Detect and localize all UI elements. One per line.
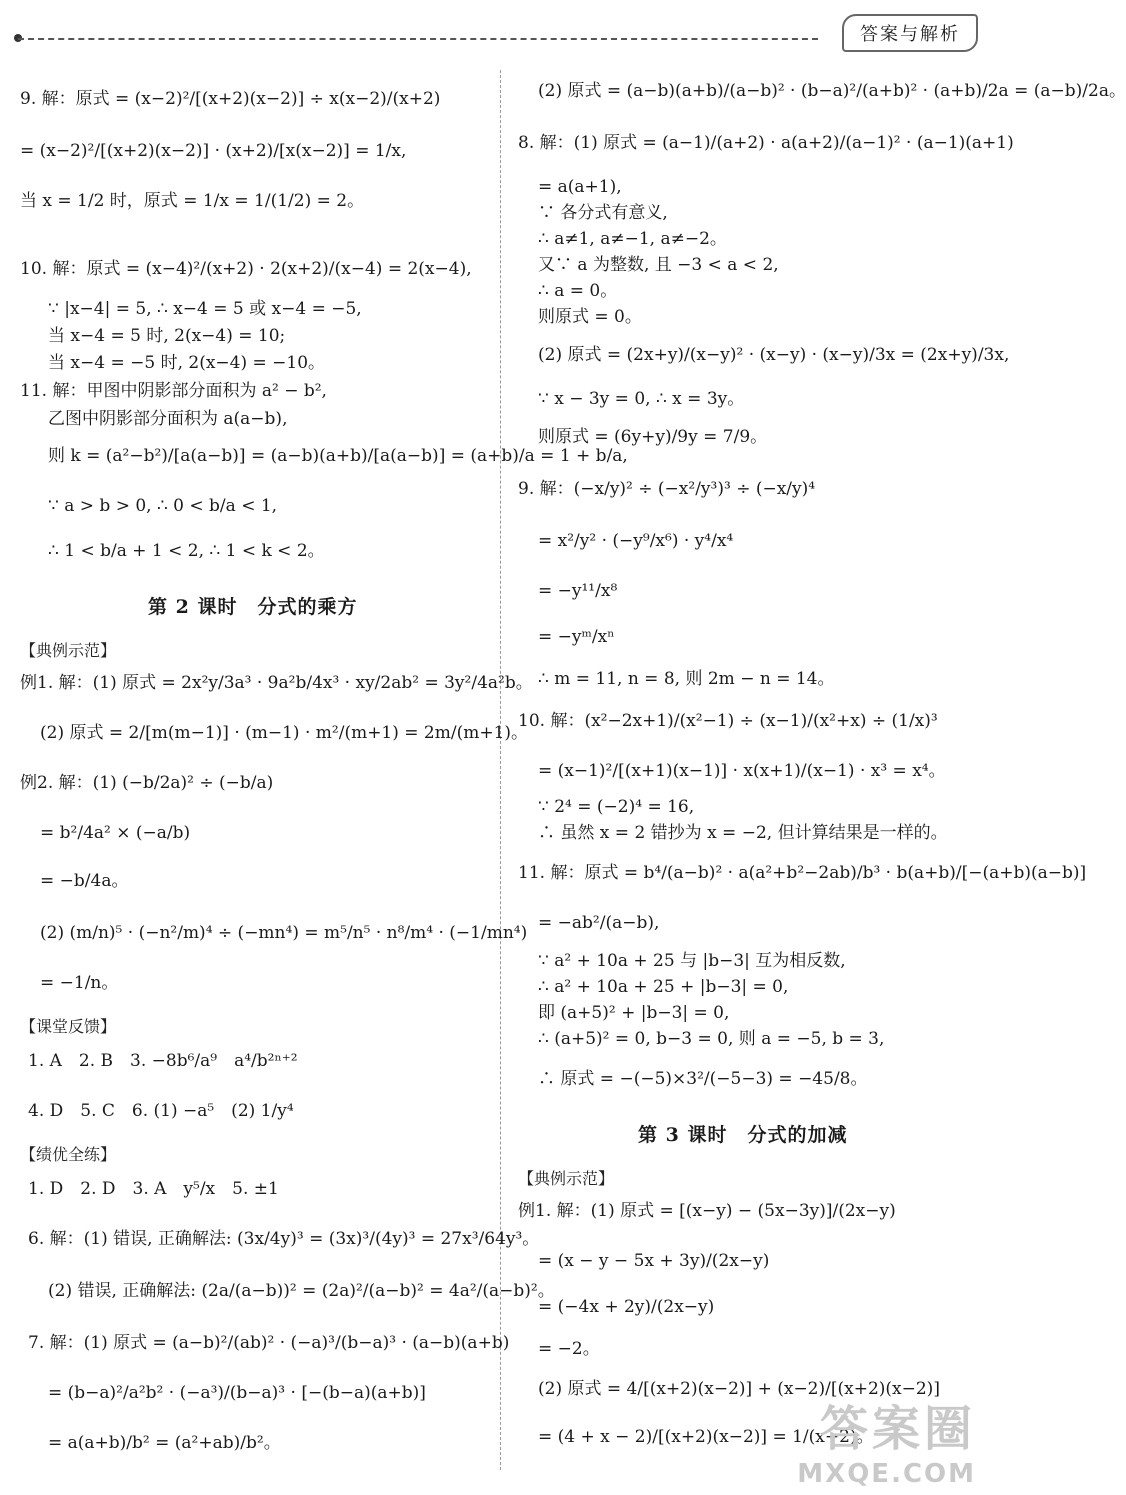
practice-q7-line-3: = a(a+b)/b² = (a²+ab)/b²。 (48, 1433, 281, 1453)
q8-line-7: 则原式 = 0。 (538, 307, 642, 327)
practice-q6-line-2: (2) 错误, 正确解法: (2a/(a−b))² = (2a)²/(a−b)² = 4a²/(a−b)²。 (48, 1281, 555, 1301)
q11-right-line-4: ∴ a² + 10a + 25 + |b−3| = 0, (538, 977, 789, 997)
section-title-lesson-2: 第 2 课时 分式的乘方 (148, 596, 358, 618)
tag-feedback: 【课堂反馈】 (20, 1017, 117, 1036)
q11-line-5: ∴ 1 < b/a + 1 < 2, ∴ 1 < k < 2。 (48, 541, 325, 561)
q10-line-1: 10. 解：原式 = (x−4)²/(x+2) · 2(x+2)/(x−4) = 2(x−4), (20, 259, 472, 279)
q10-right-line-2: = (x−1)²/[(x+1)(x−1)] · x(x+1)/(x−1) · x³ = x⁴。 (538, 761, 946, 781)
q10-line-2: ∵ |x−4| = 5, ∴ x−4 = 5 或 x−4 = −5, (48, 299, 362, 319)
ex1-right-line-1: 例1. 解：(1) 原式 = [(x−y) − (5x−3y)]/(2x−y) (518, 1201, 896, 1221)
q11-right-line-5: 即 (a+5)² + |b−3| = 0, (538, 1003, 730, 1023)
q8-line-3: ∵ 各分式有意义, (538, 203, 668, 223)
ex2-line-3: = −b/4a。 (40, 871, 129, 891)
q11-right-line-3: ∵ a² + 10a + 25 与 |b−3| 互为相反数, (538, 951, 846, 971)
q9-right-line-1: 9. 解：(−x/y)² ÷ (−x²/y³)³ ÷ (−x/y)⁴ (518, 479, 816, 499)
ex2-line-5: = −1/n。 (40, 973, 119, 993)
q7-part2-line: (2) 原式 = (a−b)(a+b)/(a−b)² · (b−a)²/(a+b)² · (a+b)/2a = (a−b)/2a。 (538, 81, 1126, 101)
q10-right-line-4: ∴ 虽然 x = 2 错抄为 x = −2, 但计算结果是一样的。 (538, 823, 948, 843)
watermark-logo (797, 1390, 976, 1489)
practice-q6-line-1: 6. 解：(1) 错误, 正确解法: (3x/4y)³ = (3x)³/(4y)³ = 27x³/64y³。 (28, 1229, 540, 1249)
tag-examples: 【典例示范】 (20, 641, 117, 660)
practice-line-1: 1. D 2. D 3. A y⁵/x 5. ±1 (28, 1179, 279, 1199)
ex1-right-line-2: = (x − y − 5x + 3y)/(2x−y) (538, 1251, 770, 1271)
ex1-right-line-6: = (4 + x − 2)/[(x+2)(x−2)] = 1/(x−2)。 (538, 1427, 874, 1447)
q9-right-line-4: = −yᵐ/xⁿ (538, 627, 615, 647)
q9-right-line-2: = x²/y² · (−y⁹/x⁶) · y⁴/x⁴ (538, 531, 734, 551)
watermark-small: MXQE.COM (797, 1459, 976, 1489)
q9-right-line-3: = −y¹¹/x⁸ (538, 581, 618, 601)
ex1-right-line-5: (2) 原式 = 4/[(x+2)(x−2)] + (x−2)/[(x+2)(x−2)] (538, 1379, 940, 1399)
q9-line-1: 9. 解：原式 = (x−2)²/[(x+2)(x−2)] ÷ x(x−2)/(x+2) (20, 89, 441, 109)
q10-line-3: 当 x−4 = 5 时, 2(x−4) = 10; (48, 326, 286, 346)
q8-line-10: 则原式 = (6y+y)/9y = 7/9。 (538, 427, 768, 447)
q11-line-2: 乙图中阴影部分面积为 a(a−b), (48, 409, 288, 429)
ex2-line-2: = b²/4a² × (−a/b) (40, 823, 191, 843)
ex1-right-line-3: = (−4x + 2y)/(2x−y) (538, 1297, 715, 1317)
q9-line-2: = (x−2)²/[(x+2)(x−2)] · (x+2)/[x(x−2)] = 1/x, (20, 141, 407, 161)
q8-line-1: 8. 解：(1) 原式 = (a−1)/(a+2) · a(a+2)/(a−1)² · (a−1)(a+1) (518, 133, 1014, 153)
header-rule (18, 38, 818, 40)
ex1-line-1: 例1. 解：(1) 原式 = 2x²y/3a³ · 9a²b/4x³ · xy/2ab² = 3y²/4a²b。 (20, 673, 533, 693)
q10-right-line-1: 10. 解：(x²−2x+1)/(x²−1) ÷ (x−1)/(x²+x) ÷ (1/x)³ (518, 711, 938, 731)
tag-examples-right: 【典例示范】 (518, 1169, 615, 1188)
q9-line-3: 当 x = 1/2 时，原式 = 1/x = 1/(1/2) = 2。 (20, 191, 365, 211)
q10-line-4: 当 x−4 = −5 时, 2(x−4) = −10。 (48, 353, 326, 373)
q8-line-6: ∴ a = 0。 (538, 281, 618, 301)
practice-q7-line-2: = (b−a)²/a²b² · (−a³)/(b−a)³ · [−(b−a)(a+b)] (48, 1383, 426, 1403)
q11-line-3: 则 k = (a²−b²)/[a(a−b)] = (a−b)(a+b)/[a(a−b)] = (a+b)/a = 1 + b/a, (48, 446, 628, 466)
ex2-line-1: 例2. 解：(1) (−b/2a)² ÷ (−b/a) (20, 773, 274, 793)
ex1-line-2: (2) 原式 = 2/[m(m−1)] · (m−1) · m²/(m+1) = 2m/(m+1)。 (40, 723, 529, 743)
q10-right-line-3: ∵ 2⁴ = (−2)⁴ = 16, (538, 797, 695, 817)
q8-line-8: (2) 原式 = (2x+y)/(x−y)² · (x−y) · (x−y)/3x = (2x+y)/3x, (538, 345, 1010, 365)
q11-right-line-7: ∴ 原式 = −(−5)×3²/(−5−3) = −45/8。 (538, 1069, 868, 1089)
q11-right-line-1: 11. 解：原式 = b⁴/(a−b)² · a(a²+b²−2ab)/b³ · b(a+b)/[−(a+b)(a−b)] (518, 863, 1087, 883)
q8-line-4: ∴ a≠1, a≠−1, a≠−2。 (538, 229, 727, 249)
feedback-line-2: 4. D 5. C 6. (1) −a⁵ (2) 1/y⁴ (28, 1101, 294, 1121)
q11-line-1: 11. 解：甲图中阴影部分面积为 a² − b², (20, 381, 327, 401)
ex2-line-4: (2) (m/n)⁵ · (−n²/m)⁴ ÷ (−mn⁴) = m⁵/n⁵ · n⁸/m⁴ · (−1/mn⁴) (40, 923, 528, 943)
ex1-right-line-4: = −2。 (538, 1339, 600, 1359)
q8-line-2: = a(a+1), (538, 177, 622, 197)
tag-practice: 【绩优全练】 (20, 1145, 117, 1164)
q8-line-5: 又∵ a 为整数, 且 −3 < a < 2, (538, 255, 779, 275)
q11-right-line-6: ∴ (a+5)² = 0, b−3 = 0, 则 a = −5, b = 3, (538, 1029, 885, 1049)
q11-line-4: ∵ a > b > 0, ∴ 0 < b/a < 1, (48, 496, 278, 516)
practice-q7-line-1: 7. 解：(1) 原式 = (a−b)²/(ab)² · (−a)³/(b−a)³ · (a−b)(a+b) (28, 1333, 510, 1353)
section-title-lesson-3: 第 3 课时 分式的加减 (638, 1124, 848, 1146)
q9-right-line-5: ∴ m = 11, n = 8, 则 2m − n = 14。 (538, 669, 835, 689)
q8-line-9: ∵ x − 3y = 0, ∴ x = 3y。 (538, 389, 745, 409)
watermark-big: 答案圈 (819, 1401, 976, 1457)
header-section-label: 答案与解析 (842, 14, 978, 52)
q11-right-line-2: = −ab²/(a−b), (538, 913, 660, 933)
column-divider (500, 70, 501, 1470)
feedback-line-1: 1. A 2. B 3. −8b⁶/a⁹ a⁴/b²ⁿ⁺² (28, 1051, 298, 1071)
